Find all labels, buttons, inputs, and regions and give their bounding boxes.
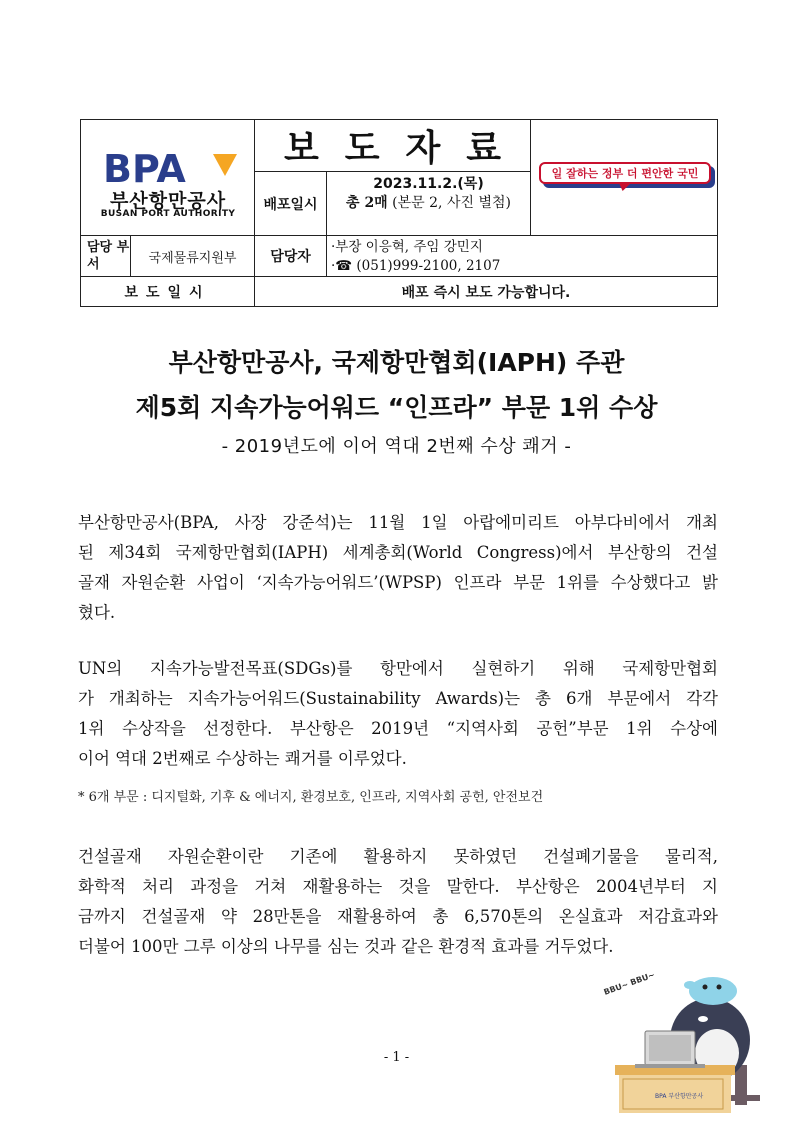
contact-value: [327, 236, 717, 277]
slogan-cell: [531, 120, 717, 236]
paragraph-3: [78, 842, 718, 962]
department-value: 국제물류지원부: [131, 236, 255, 277]
paragraph-line: 금까지 건설골재 약 28만톤을 재활용하여 총 6,570톤의 온실효과 저감효과와: [78, 907, 718, 926]
mascot-speech: BBU~ BBU~: [602, 970, 657, 997]
paragraph-2: [78, 654, 718, 774]
paragraph-line: 건설골재 자원순환이란 기존에 활용하지 못하였던 건설폐기물을 물리적,: [78, 847, 718, 866]
paragraph-line: 된 제34회 국제항만협회(IAPH) 세계총회(World Congress)에서 부산항의 건설: [78, 543, 718, 562]
headline-subtitle: - 2019년도에 이어 역대 2번째 수상 쾌거 -: [221, 436, 572, 457]
paragraph-line: 이어 역대 2번째로 수상하는 쾌거를 이루었다.: [78, 749, 407, 768]
release-value: 배포 즉시 보도 가능합니다.: [401, 284, 571, 301]
bpa-logo-icon: [101, 148, 241, 188]
distribution-value: [327, 172, 531, 236]
department-label: 담당 부서: [81, 236, 131, 277]
slogan-badge: 일 잘하는 정부 더 편안한 국민: [539, 162, 711, 184]
contact-label: 담당자: [255, 236, 327, 277]
paragraph-line: 부산항만공사(BPA, 사장 강준석)는 11월 1일 아랍에미리트 아부다비에서 개최: [78, 513, 718, 532]
paragraph-line: 골재 자원순환 사업이 ‘지속가능어워드’(WPSP) 인프라 부문 1위를 수상했다고 밝: [78, 573, 718, 592]
paragraph-line: 화학적 처리 과정을 거쳐 재활용하는 것을 말한다. 부산항은 2004년부터 지: [78, 877, 718, 896]
page-number: - 1 -: [383, 1050, 410, 1065]
laptop-label: BPA 부산항만공사: [655, 1093, 704, 1100]
org-name-kr: 부산항만공사: [109, 190, 227, 212]
mascot-illustration: [595, 965, 785, 1115]
paragraph-line: 혔다.: [78, 603, 116, 622]
distribution-count: 총 2매: [346, 195, 388, 211]
paragraph-1: [78, 508, 718, 628]
bpa-logo-text: BPA: [103, 148, 186, 188]
contact-phone: ·☎ (051)999-2100, 2107: [331, 258, 501, 274]
logo-cell: [81, 120, 255, 236]
distribution-count-line: [327, 194, 530, 213]
distribution-date: 2023.11.2.(목): [373, 176, 484, 192]
distribution-note: (본문 2, 사진 별첨): [392, 195, 511, 211]
paragraph-line: 1위 수상작을 선정한다. 부산항은 2019년 “지역사회 공헌”부문 1위 수상에: [78, 719, 718, 738]
paragraph-line: 가 개최하는 지속가능어워드(Sustainability Awards)는 총 6개 부문에서 각각: [78, 689, 718, 708]
headline-line-1: 부산항만공사, 국제항만협회(IAPH) 주관: [168, 348, 625, 377]
distribution-label: 배포일시: [255, 172, 327, 236]
doc-title: 보도자료: [255, 120, 531, 172]
paragraph-line: UN의 지속가능발전목표(SDGs)를 항만에서 실현하기 위해 국제항만협회: [78, 659, 718, 678]
press-release-header-table: [80, 119, 718, 307]
headline-line-2: 제5회 지속가능어워드 “인프라” 부문 1위 수상: [135, 393, 658, 422]
contact-names: ·부장 이응혁, 주임 강민지: [331, 239, 483, 255]
release-label: 보도일시: [81, 277, 255, 306]
paragraph-line: 더불어 100만 그루 이상의 나무를 심는 것과 같은 환경적 효과를 거두었다.: [78, 937, 614, 956]
footnote: * 6개 부문 : 디지털화, 기후 & 에너지, 환경보호, 인프라, 지역사회 공헌, 안전보건: [78, 790, 544, 805]
org-name-en: BUSAN PORT AUTHORITY: [100, 209, 236, 219]
